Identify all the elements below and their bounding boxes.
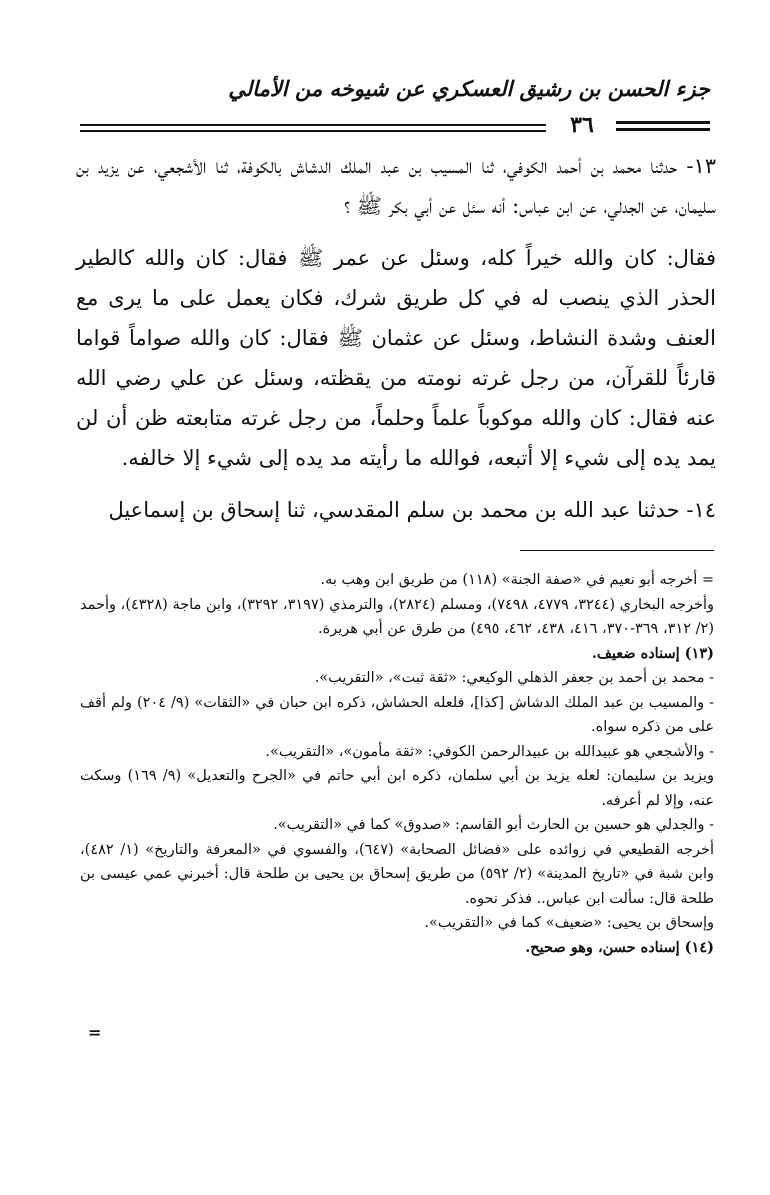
continuation-mark: = <box>88 1023 102 1042</box>
header-rule <box>616 121 710 124</box>
header-rule <box>616 128 710 131</box>
header-rule <box>80 130 546 132</box>
footnotes <box>80 568 714 960</box>
footnote-line: ويزيد بن سليمان: لعله يزيد بن أبي سلمان، ذكره ابن أبي حاتم في «الجرح والتعديل» (٩/ ١٦٩) وسكت عنه، وإلا لم أعرفه. <box>80 768 714 809</box>
footnote-divider <box>520 550 714 551</box>
footnote-line: = أخرجه أبو نعيم في «صفة الجنة» (١١٨) من طريق ابن وهب به. <box>320 572 714 588</box>
footnote-line: - محمد بن أحمد بن جعفر الذهلي الوكيعي: «ثقة ثبت»، «التقريب». <box>314 670 714 686</box>
running-header-title: جزء الحسن بن رشيق العسكري عن شيوخه من الأمالي <box>228 76 710 101</box>
main-text <box>76 146 716 530</box>
footnote-line: وأخرجه البخاري (٣٢٤٤، ٤٧٧٩، ٧٤٩٨)، ومسلم (٢٨٢٤)، والترمذي (٣١٩٧، ٣٢٩٢)، وابن ماجة (٤٣٢٨)، وأحمد (٢/ ٣١٢، ٣٦٩-٣٧٠، ٤١٦، ٤٣٨، ٤٦٢، ٤٩٥) من طرق عن أبي هريرة. <box>80 596 715 637</box>
footnote-line: - والأشجعي هو عبيدالله بن عبيدالرحمن الكوفي: «ثقة مأمون»، «التقريب». <box>265 743 714 760</box>
footnote-heading: (١٣) إسناده ضعيف. <box>591 644 714 662</box>
footnote-line: - والمسيب بن عبد الملك الدشاش [كذا]، فلعله الحشاش، ذكره ابن حبان في «الثقات» (٩/ ٢٠٤) ولم أقف على من ذكره سواه. <box>80 694 715 735</box>
hadith-13-paragraph: ١٣- حدثنا محمد بن أحمد الكوفي، ثنا المسيب بن عبد الملك الدشاش بالكوفة، ثنا الأشجعي، عن يزيد بن سليمان، عن الجدلي، عن ابن عباس: أنه سئل عن أبي بكر ﷺ ؟ <box>76 154 716 218</box>
hadith-14-paragraph: ١٤- حدثنا عبد الله بن محمد بن سلم المقدسي، ثنا إسحاق بن إسماعيل <box>108 498 716 522</box>
footnote-heading: (١٤) إسناده حسن، وهو صحيح. <box>525 938 714 956</box>
page-number: ٣٦ <box>570 112 594 138</box>
header-rule <box>80 124 546 126</box>
footnote-line: - والجدلي هو حسين بن الحارث أبو القاسم: «صدوق» كما في «التقريب». <box>273 817 714 833</box>
footnote-line: وإسحاق بن يحيى: «ضعيف» كما في «التقريب». <box>424 915 714 931</box>
footnote-line: أخرجه القطيعي في زوائده على «فضائل الصحابة» (٦٤٧)، والفسوي في «المعرفة والتاريخ» (١/ ٤٨٢)، وابن شبة في «تاريخ المدينة» (٢/ ٥٩٢) من طريق إسحاق بن يحيى بن طلحة قال: أخبرني عمي عيسى بن طلحة قال: سألت ابن عباس.. فذكر نحوه. <box>80 841 715 907</box>
hadith-13-answer-paragraph: فقال: كان والله خيراً كله، وسئل عن عمر ﷺ فقال: كان والله كالطير الحذر الذي ينصب له في كل طريق شرك، فكان يعمل على ما يرى مع العنف وشدة النشاط، وسئل عن عثمان ﷺ فقال: كان والله صواماً قواما قارئاً للقرآن، من رجل غرته نومته من يقظته، وسئل عن علي رضي الله عنه فقال: كان والله موكوباً علماً وحلماً، من رجل غرته متابعته ظن أن لن يمد يده إلى شيء إلا أتبعه، فوالله ما رأيته مد يده إلى شيء إلا خالفه. <box>76 246 716 470</box>
